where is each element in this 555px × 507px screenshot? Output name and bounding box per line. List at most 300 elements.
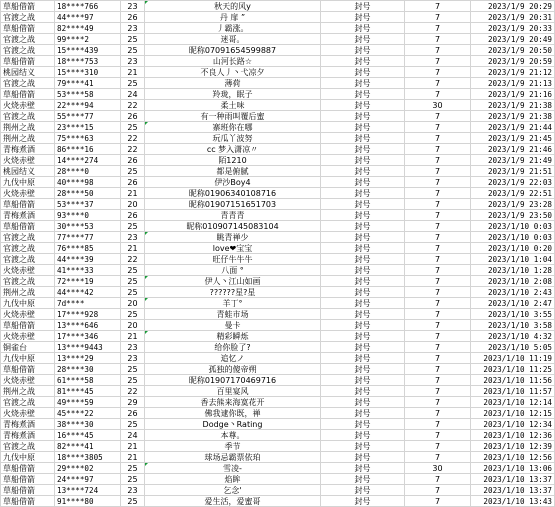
datetime-cell[interactable]: 2023/1/9 23:28 — [471, 199, 555, 210]
datetime-cell[interactable]: 2023/1/9 22:03 — [471, 177, 555, 188]
nickname-cell[interactable]: 焰眸 — [145, 474, 321, 485]
action-cell[interactable]: 封号 — [321, 419, 405, 430]
level-cell[interactable]: 22 — [121, 144, 145, 155]
datetime-cell[interactable]: 2023/1/10 0:03 — [471, 232, 555, 243]
nickname-cell[interactable]: cc 梦入潇凉〃 — [145, 144, 321, 155]
days-cell[interactable]: 7 — [405, 397, 471, 408]
action-cell[interactable]: 封号 — [321, 1, 405, 12]
region-cell[interactable]: 官渡之战 — [1, 276, 55, 287]
datetime-cell[interactable]: 2023/1/10 13:37 — [471, 474, 555, 485]
datetime-cell[interactable]: 2023/1/10 0:03 — [471, 221, 555, 232]
region-cell[interactable]: 火烧赤壁 — [1, 100, 55, 111]
nickname-cell[interactable]: 乞念' — [145, 485, 321, 496]
region-cell[interactable]: 草船借箭 — [1, 320, 55, 331]
action-cell[interactable]: 封号 — [321, 485, 405, 496]
action-cell[interactable]: 封号 — [321, 177, 405, 188]
action-cell[interactable]: 封号 — [321, 243, 405, 254]
action-cell[interactable]: 封号 — [321, 364, 405, 375]
region-cell[interactable]: 官渡之战 — [1, 243, 55, 254]
action-cell[interactable]: 封号 — [321, 23, 405, 34]
level-cell[interactable]: 20 — [121, 320, 145, 331]
region-cell[interactable]: 铜雀台 — [1, 342, 55, 353]
region-cell[interactable]: 荆州之战 — [1, 133, 55, 144]
account-cell[interactable]: 77****77 — [55, 232, 121, 243]
level-cell[interactable]: 25 — [121, 375, 145, 386]
level-cell[interactable]: 29 — [121, 397, 145, 408]
account-cell[interactable]: 28****0 — [55, 166, 121, 177]
nickname-cell[interactable]: 昵称01907151651703 — [145, 199, 321, 210]
account-cell[interactable]: 93****0 — [55, 210, 121, 221]
region-cell[interactable]: 官渡之战 — [1, 12, 55, 23]
datetime-cell[interactable]: 2023/1/10 12:14 — [471, 397, 555, 408]
level-cell[interactable]: 26 — [121, 210, 145, 221]
days-cell[interactable]: 7 — [405, 1, 471, 12]
action-cell[interactable]: 封号 — [321, 353, 405, 364]
region-cell[interactable]: 草船借箭 — [1, 23, 55, 34]
level-cell[interactable]: 21 — [121, 188, 145, 199]
level-cell[interactable]: 23 — [121, 1, 145, 12]
days-cell[interactable]: 7 — [405, 56, 471, 67]
account-cell[interactable]: 45****22 — [55, 408, 121, 419]
account-cell[interactable]: 29****02 — [55, 463, 121, 474]
level-cell[interactable]: 25 — [121, 221, 145, 232]
days-cell[interactable]: 7 — [405, 221, 471, 232]
account-cell[interactable]: 14****274 — [55, 155, 121, 166]
days-cell[interactable]: 7 — [405, 309, 471, 320]
action-cell[interactable]: 封号 — [321, 452, 405, 463]
account-cell[interactable]: 82****41 — [55, 441, 121, 452]
datetime-cell[interactable]: 2023/1/10 11:25 — [471, 364, 555, 375]
days-cell[interactable]: 7 — [405, 12, 471, 23]
region-cell[interactable]: 草船借箭 — [1, 496, 55, 507]
account-cell[interactable]: 81****45 — [55, 386, 121, 397]
nickname-cell[interactable]: 羊丁° — [145, 298, 321, 309]
days-cell[interactable]: 7 — [405, 430, 471, 441]
action-cell[interactable]: 封号 — [321, 144, 405, 155]
account-cell[interactable]: 53****37 — [55, 199, 121, 210]
region-cell[interactable]: 草船借箭 — [1, 364, 55, 375]
region-cell[interactable]: 官渡之战 — [1, 34, 55, 45]
action-cell[interactable]: 封号 — [321, 331, 405, 342]
level-cell[interactable]: 23 — [121, 485, 145, 496]
account-cell[interactable]: 40****98 — [55, 177, 121, 188]
datetime-cell[interactable]: 2023/1/10 12:56 — [471, 452, 555, 463]
account-cell[interactable]: 13****724 — [55, 485, 121, 496]
region-cell[interactable]: 九伐中原 — [1, 452, 55, 463]
datetime-cell[interactable]: 2023/1/9 21:38 — [471, 111, 555, 122]
action-cell[interactable]: 封号 — [321, 265, 405, 276]
action-cell[interactable]: 封号 — [321, 430, 405, 441]
level-cell[interactable]: 21 — [121, 243, 145, 254]
level-cell[interactable]: 25 — [121, 78, 145, 89]
level-cell[interactable]: 25 — [121, 265, 145, 276]
nickname-cell[interactable]: 青蛙市场 — [145, 309, 321, 320]
days-cell[interactable]: 7 — [405, 265, 471, 276]
datetime-cell[interactable]: 2023/1/10 11:56 — [471, 375, 555, 386]
account-cell[interactable]: 18****766 — [55, 1, 121, 12]
datetime-cell[interactable]: 2023/1/10 4:32 — [471, 331, 555, 342]
days-cell[interactable]: 7 — [405, 210, 471, 221]
datetime-cell[interactable]: 2023/1/9 21:44 — [471, 122, 555, 133]
region-cell[interactable]: 官渡之战 — [1, 78, 55, 89]
level-cell[interactable]: 20 — [121, 199, 145, 210]
account-cell[interactable]: 72****19 — [55, 276, 121, 287]
action-cell[interactable]: 封号 — [321, 342, 405, 353]
nickname-cell[interactable]: 丿霸涨。 — [145, 23, 321, 34]
nickname-cell[interactable]: 追忆ノ — [145, 353, 321, 364]
days-cell[interactable]: 7 — [405, 408, 471, 419]
level-cell[interactable]: 22 — [121, 254, 145, 265]
datetime-cell[interactable]: 2023/1/10 12:34 — [471, 419, 555, 430]
region-cell[interactable]: 草船借箭 — [1, 463, 55, 474]
region-cell[interactable]: 官渡之战 — [1, 232, 55, 243]
account-cell[interactable]: 44****42 — [55, 287, 121, 298]
region-cell[interactable]: 草船借箭 — [1, 1, 55, 12]
datetime-cell[interactable]: 2023/1/10 12:15 — [471, 408, 555, 419]
level-cell[interactable]: 25 — [121, 276, 145, 287]
account-cell[interactable]: 44****97 — [55, 12, 121, 23]
datetime-cell[interactable]: 2023/1/9 21:13 — [471, 78, 555, 89]
region-cell[interactable]: 官渡之战 — [1, 45, 55, 56]
nickname-cell[interactable]: 伊人丶江山如画 — [145, 276, 321, 287]
account-cell[interactable]: 91****80 — [55, 496, 121, 507]
level-cell[interactable]: 20 — [121, 298, 145, 309]
nickname-cell[interactable]: 旺仔牛牛牛 — [145, 254, 321, 265]
account-cell[interactable]: 44****39 — [55, 254, 121, 265]
region-cell[interactable]: 桃园结义 — [1, 67, 55, 78]
days-cell[interactable]: 7 — [405, 320, 471, 331]
action-cell[interactable]: 封号 — [321, 397, 405, 408]
datetime-cell[interactable]: 2023/1/9 23:50 — [471, 210, 555, 221]
nickname-cell[interactable]: Dodge丶Rating — [145, 419, 321, 430]
datetime-cell[interactable]: 2023/1/10 2:43 — [471, 287, 555, 298]
region-cell[interactable]: 火烧赤壁 — [1, 265, 55, 276]
days-cell[interactable]: 7 — [405, 133, 471, 144]
days-cell[interactable]: 7 — [405, 78, 471, 89]
days-cell[interactable]: 7 — [405, 353, 471, 364]
action-cell[interactable]: 封号 — [321, 199, 405, 210]
nickname-cell[interactable]: 青青青 — [145, 210, 321, 221]
nickname-cell[interactable]: 八面 ° — [145, 265, 321, 276]
level-cell[interactable]: 26 — [121, 408, 145, 419]
days-cell[interactable]: 7 — [405, 474, 471, 485]
region-cell[interactable]: 火烧赤壁 — [1, 331, 55, 342]
region-cell[interactable]: 草船借箭 — [1, 199, 55, 210]
nickname-cell[interactable]: 秋天的风y — [145, 1, 321, 12]
datetime-cell[interactable]: 2023/1/10 12:36 — [471, 430, 555, 441]
level-cell[interactable]: 25 — [121, 122, 145, 133]
nickname-cell[interactable]: 昵称010907145083104 — [145, 221, 321, 232]
datetime-cell[interactable]: 2023/1/10 13:43 — [471, 496, 555, 507]
days-cell[interactable]: 7 — [405, 166, 471, 177]
days-cell[interactable]: 7 — [405, 122, 471, 133]
datetime-cell[interactable]: 2023/1/10 12:39 — [471, 441, 555, 452]
nickname-cell[interactable]: 雪凌- — [145, 463, 321, 474]
action-cell[interactable]: 封号 — [321, 254, 405, 265]
account-cell[interactable]: 99****2 — [55, 34, 121, 45]
datetime-cell[interactable]: 2023/1/9 21:12 — [471, 67, 555, 78]
nickname-cell[interactable]: 羚珑，眠子 — [145, 89, 321, 100]
datetime-cell[interactable]: 2023/1/9 20:50 — [471, 45, 555, 56]
level-cell[interactable]: 25 — [121, 364, 145, 375]
account-cell[interactable]: 28****30 — [55, 364, 121, 375]
level-cell[interactable]: 25 — [121, 287, 145, 298]
region-cell[interactable]: 九伐中原 — [1, 298, 55, 309]
action-cell[interactable]: 封号 — [321, 89, 405, 100]
region-cell[interactable]: 青梅煮酒 — [1, 210, 55, 221]
level-cell[interactable]: 21 — [121, 452, 145, 463]
nickname-cell[interactable]: ??????星?星 — [145, 287, 321, 298]
level-cell[interactable]: 21 — [121, 67, 145, 78]
account-cell[interactable]: 24****97 — [55, 474, 121, 485]
region-cell[interactable]: 荆州之战 — [1, 287, 55, 298]
region-cell[interactable]: 青梅煮酒 — [1, 419, 55, 430]
action-cell[interactable]: 封号 — [321, 100, 405, 111]
days-cell[interactable]: 7 — [405, 188, 471, 199]
nickname-cell[interactable]: 香去熊来海寞花开 — [145, 397, 321, 408]
datetime-cell[interactable]: 2023/1/10 1:04 — [471, 254, 555, 265]
level-cell[interactable]: 22 — [121, 386, 145, 397]
days-cell[interactable]: 30 — [405, 100, 471, 111]
action-cell[interactable]: 封号 — [321, 111, 405, 122]
account-cell[interactable]: 17****928 — [55, 309, 121, 320]
nickname-cell[interactable]: 昵称01907170469716 — [145, 375, 321, 386]
action-cell[interactable]: 封号 — [321, 221, 405, 232]
datetime-cell[interactable]: 2023/1/9 22:51 — [471, 188, 555, 199]
action-cell[interactable]: 封号 — [321, 210, 405, 221]
account-cell[interactable]: 13****646 — [55, 320, 121, 331]
days-cell[interactable]: 7 — [405, 386, 471, 397]
nickname-cell[interactable]: 百里宴风 — [145, 386, 321, 397]
region-cell[interactable]: 荆州之战 — [1, 122, 55, 133]
region-cell[interactable]: 荆州之战 — [1, 386, 55, 397]
region-cell[interactable]: 青梅煮酒 — [1, 144, 55, 155]
level-cell[interactable]: 25 — [121, 166, 145, 177]
region-cell[interactable]: 草船借箭 — [1, 221, 55, 232]
account-cell[interactable]: 41****33 — [55, 265, 121, 276]
days-cell[interactable]: 7 — [405, 243, 471, 254]
datetime-cell[interactable]: 2023/1/10 11:19 — [471, 353, 555, 364]
region-cell[interactable]: 草船借箭 — [1, 474, 55, 485]
datetime-cell[interactable]: 2023/1/9 20:59 — [471, 56, 555, 67]
datetime-cell[interactable]: 2023/1/10 5:05 — [471, 342, 555, 353]
days-cell[interactable]: 30 — [405, 463, 471, 474]
action-cell[interactable]: 封号 — [321, 34, 405, 45]
account-cell[interactable]: 38****30 — [55, 419, 121, 430]
account-cell[interactable]: 15****310 — [55, 67, 121, 78]
region-cell[interactable]: 官渡之战 — [1, 111, 55, 122]
action-cell[interactable]: 封号 — [321, 12, 405, 23]
nickname-cell[interactable]: 昵称07091654599887 — [145, 45, 321, 56]
account-cell[interactable]: 55****77 — [55, 111, 121, 122]
nickname-cell[interactable]: 爱生活，爱蜜哥 — [145, 496, 321, 507]
level-cell[interactable]: 25 — [121, 419, 145, 430]
nickname-cell[interactable]: 寨班你在哪 — [145, 122, 321, 133]
days-cell[interactable]: 7 — [405, 485, 471, 496]
nickname-cell[interactable]: 给你脸了? — [145, 342, 321, 353]
action-cell[interactable]: 封号 — [321, 188, 405, 199]
nickname-cell[interactable]: 昵称01906340108716 — [145, 188, 321, 199]
days-cell[interactable]: 7 — [405, 34, 471, 45]
account-cell[interactable]: 17****346 — [55, 331, 121, 342]
action-cell[interactable]: 封号 — [321, 441, 405, 452]
level-cell[interactable]: 26 — [121, 111, 145, 122]
action-cell[interactable]: 封号 — [321, 309, 405, 320]
account-cell[interactable]: 79****41 — [55, 78, 121, 89]
account-cell[interactable]: 61****58 — [55, 375, 121, 386]
days-cell[interactable]: 7 — [405, 452, 471, 463]
level-cell[interactable]: 25 — [121, 474, 145, 485]
level-cell[interactable]: 25 — [121, 463, 145, 474]
level-cell[interactable]: 22 — [121, 100, 145, 111]
region-cell[interactable]: 草船借箭 — [1, 485, 55, 496]
region-cell[interactable]: 九伐中原 — [1, 177, 55, 188]
account-cell[interactable]: 7d**** — [55, 298, 121, 309]
level-cell[interactable]: 25 — [121, 309, 145, 320]
action-cell[interactable]: 封号 — [321, 56, 405, 67]
datetime-cell[interactable]: 2023/1/9 21:46 — [471, 144, 555, 155]
days-cell[interactable]: 7 — [405, 232, 471, 243]
nickname-cell[interactable]: 眺青禅少 — [145, 232, 321, 243]
account-cell[interactable]: 30****53 — [55, 221, 121, 232]
level-cell[interactable]: 26 — [121, 177, 145, 188]
action-cell[interactable]: 封号 — [321, 276, 405, 287]
account-cell[interactable]: 18****3805 — [55, 452, 121, 463]
nickname-cell[interactable]: 有一种雨叫覆后蜜 — [145, 111, 321, 122]
days-cell[interactable]: 7 — [405, 375, 471, 386]
nickname-cell[interactable]: 不良人丿丶弋凉夕 — [145, 67, 321, 78]
action-cell[interactable]: 封号 — [321, 232, 405, 243]
region-cell[interactable]: 火烧赤壁 — [1, 408, 55, 419]
level-cell[interactable]: 24 — [121, 89, 145, 100]
account-cell[interactable]: 15****439 — [55, 45, 121, 56]
days-cell[interactable]: 7 — [405, 89, 471, 100]
datetime-cell[interactable]: 2023/1/10 1:28 — [471, 265, 555, 276]
region-cell[interactable]: 桃园结义 — [1, 166, 55, 177]
days-cell[interactable]: 7 — [405, 177, 471, 188]
nickname-cell[interactable]: 都是俯腻 — [145, 166, 321, 177]
level-cell[interactable]: 23 — [121, 23, 145, 34]
days-cell[interactable]: 7 — [405, 276, 471, 287]
level-cell[interactable]: 26 — [121, 12, 145, 23]
days-cell[interactable]: 7 — [405, 111, 471, 122]
action-cell[interactable]: 封号 — [321, 287, 405, 298]
datetime-cell[interactable]: 2023/1/10 13:06 — [471, 463, 555, 474]
region-cell[interactable]: 官渡之战 — [1, 397, 55, 408]
region-cell[interactable]: 火烧赤壁 — [1, 309, 55, 320]
days-cell[interactable]: 7 — [405, 199, 471, 210]
nickname-cell[interactable]: 柔土味 — [145, 100, 321, 111]
action-cell[interactable]: 封号 — [321, 386, 405, 397]
level-cell[interactable]: 21 — [121, 441, 145, 452]
datetime-cell[interactable]: 2023/1/9 21:45 — [471, 133, 555, 144]
account-cell[interactable]: 18****753 — [55, 56, 121, 67]
account-cell[interactable]: 82****49 — [55, 23, 121, 34]
nickname-cell[interactable]: 本尊。 — [145, 430, 321, 441]
days-cell[interactable]: 7 — [405, 23, 471, 34]
account-cell[interactable]: 22****94 — [55, 100, 121, 111]
nickname-cell[interactable]: 球场忌霸票依珀 — [145, 452, 321, 463]
region-cell[interactable]: 青梅煮酒 — [1, 430, 55, 441]
days-cell[interactable]: 7 — [405, 496, 471, 507]
level-cell[interactable]: 24 — [121, 430, 145, 441]
level-cell[interactable]: 23 — [121, 342, 145, 353]
region-cell[interactable]: 火烧赤壁 — [1, 375, 55, 386]
region-cell[interactable]: 九伐中原 — [1, 353, 55, 364]
datetime-cell[interactable]: 2023/1/9 21:38 — [471, 100, 555, 111]
days-cell[interactable]: 7 — [405, 155, 471, 166]
datetime-cell[interactable]: 2023/1/9 20:29 — [471, 1, 555, 12]
action-cell[interactable]: 封号 — [321, 166, 405, 177]
action-cell[interactable]: 封号 — [321, 496, 405, 507]
nickname-cell[interactable]: 精彩瞬烁 — [145, 331, 321, 342]
days-cell[interactable]: 7 — [405, 298, 471, 309]
days-cell[interactable]: 7 — [405, 364, 471, 375]
days-cell[interactable]: 7 — [405, 287, 471, 298]
region-cell[interactable]: 草船借箭 — [1, 89, 55, 100]
datetime-cell[interactable]: 2023/1/9 20:31 — [471, 12, 555, 23]
account-cell[interactable]: 16****45 — [55, 430, 121, 441]
nickname-cell[interactable]: 薄荷 — [145, 78, 321, 89]
datetime-cell[interactable]: 2023/1/9 21:49 — [471, 155, 555, 166]
datetime-cell[interactable]: 2023/1/10 3:58 — [471, 320, 555, 331]
region-cell[interactable]: 官渡之战 — [1, 254, 55, 265]
account-cell[interactable]: 53****58 — [55, 89, 121, 100]
level-cell[interactable]: 23 — [121, 232, 145, 243]
account-cell[interactable]: 75****63 — [55, 133, 121, 144]
days-cell[interactable]: 7 — [405, 67, 471, 78]
nickname-cell[interactable]: 曼卡 — [145, 320, 321, 331]
action-cell[interactable]: 封号 — [321, 155, 405, 166]
action-cell[interactable]: 封号 — [321, 67, 405, 78]
nickname-cell[interactable]: 迷哥。 — [145, 34, 321, 45]
nickname-cell[interactable]: 山河长路☆ — [145, 56, 321, 67]
nickname-cell[interactable]: 陌1210 — [145, 155, 321, 166]
datetime-cell[interactable]: 2023/1/9 21:51 — [471, 166, 555, 177]
level-cell[interactable]: 25 — [121, 496, 145, 507]
datetime-cell[interactable]: 2023/1/10 11:57 — [471, 386, 555, 397]
action-cell[interactable]: 封号 — [321, 474, 405, 485]
nickname-cell[interactable]: 孤独的傻帝朔 — [145, 364, 321, 375]
nickname-cell[interactable]: 伊沙Boy4 — [145, 177, 321, 188]
days-cell[interactable]: 7 — [405, 45, 471, 56]
action-cell[interactable]: 封号 — [321, 133, 405, 144]
account-cell[interactable]: 13****9443 — [55, 342, 121, 353]
days-cell[interactable]: 7 — [405, 254, 471, 265]
nickname-cell[interactable]: 季节 — [145, 441, 321, 452]
account-cell[interactable]: 76****85 — [55, 243, 121, 254]
action-cell[interactable]: 封号 — [321, 45, 405, 56]
level-cell[interactable]: 23 — [121, 56, 145, 67]
datetime-cell[interactable]: 2023/1/10 3:55 — [471, 309, 555, 320]
action-cell[interactable]: 封号 — [321, 408, 405, 419]
action-cell[interactable]: 封号 — [321, 375, 405, 386]
nickname-cell[interactable]: 丹 扉 ” — [145, 12, 321, 23]
nickname-cell[interactable]: 佛我逮你既，禅 — [145, 408, 321, 419]
level-cell[interactable]: 21 — [121, 331, 145, 342]
region-cell[interactable]: 火烧赤壁 — [1, 155, 55, 166]
days-cell[interactable]: 7 — [405, 419, 471, 430]
level-cell[interactable]: 23 — [121, 353, 145, 364]
action-cell[interactable]: 封号 — [321, 78, 405, 89]
account-cell[interactable]: 86****16 — [55, 144, 121, 155]
action-cell[interactable]: 封号 — [321, 298, 405, 309]
account-cell[interactable]: 28****50 — [55, 188, 121, 199]
datetime-cell[interactable]: 2023/1/10 0:20 — [471, 243, 555, 254]
days-cell[interactable]: 7 — [405, 441, 471, 452]
action-cell[interactable]: 封号 — [321, 122, 405, 133]
action-cell[interactable]: 封号 — [321, 320, 405, 331]
